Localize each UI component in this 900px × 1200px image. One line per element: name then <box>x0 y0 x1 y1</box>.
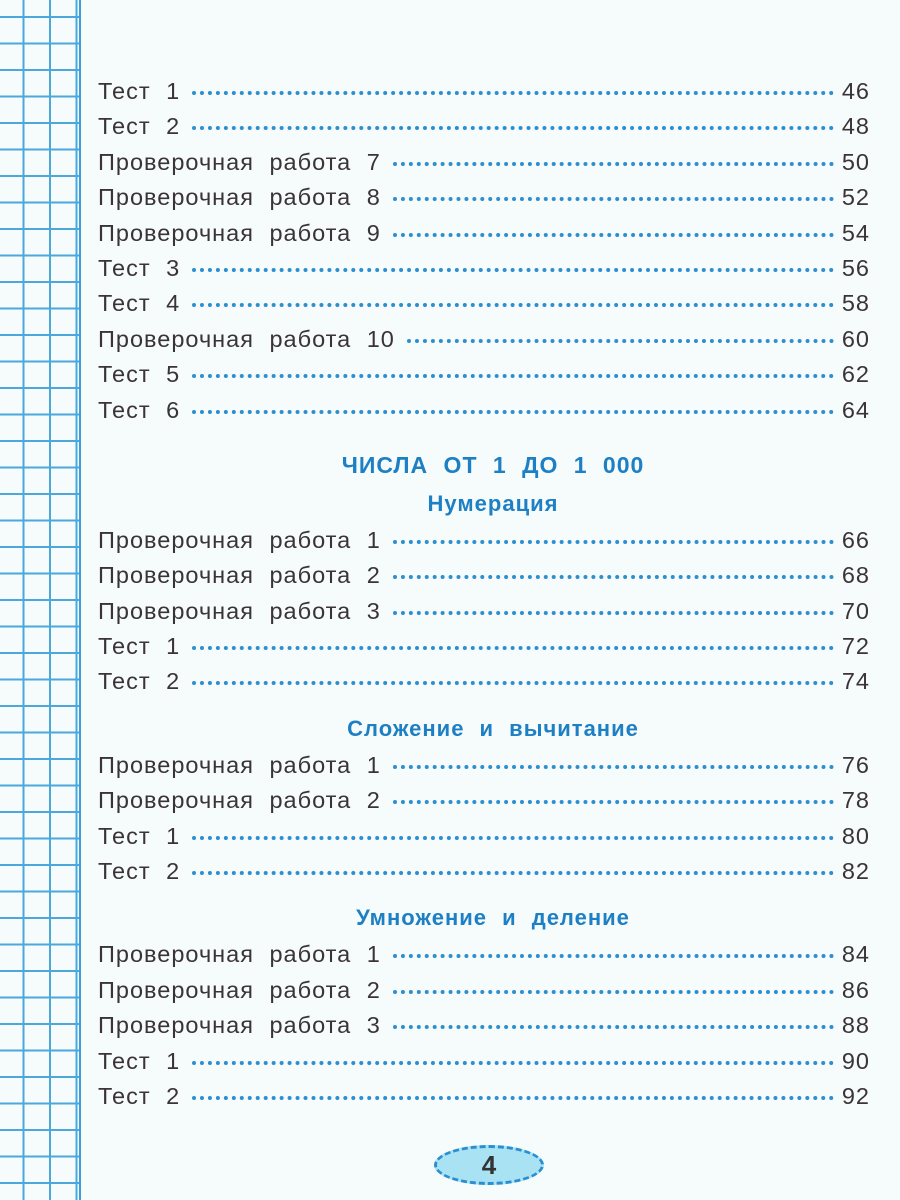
dot-leader <box>393 954 834 958</box>
toc-entry[interactable] <box>98 787 870 822</box>
dot-leader <box>192 91 834 95</box>
toc-entry[interactable] <box>98 397 870 432</box>
dot-leader <box>407 339 834 343</box>
chapter-heading: ЧИСЛА ОТ 1 ДО 1 000 <box>341 451 645 478</box>
toc-entry[interactable] <box>98 255 870 290</box>
dot-leader <box>192 410 834 414</box>
entry-title: Проверочная работа 7 <box>98 148 381 175</box>
entry-title: Проверочная работа 1 <box>98 941 381 968</box>
toc-entry[interactable] <box>98 184 870 219</box>
dot-leader <box>393 540 834 544</box>
toc-entry[interactable] <box>98 527 870 562</box>
entry-title: Тест 2 <box>98 1082 181 1109</box>
dot-leader <box>192 1061 834 1065</box>
section-heading: Сложение и вычитание <box>347 715 639 741</box>
dot-leader <box>393 1025 834 1029</box>
toc-entry[interactable] <box>98 113 870 148</box>
entry-title: Тест 2 <box>98 113 181 140</box>
entry-page: 80 <box>841 822 870 849</box>
dot-leader <box>393 233 834 237</box>
section-heading: Нумерация <box>427 490 559 516</box>
dot-leader <box>393 765 834 769</box>
entry-page: 52 <box>841 184 870 211</box>
entry-page: 70 <box>841 597 870 624</box>
page-number: 4 <box>481 1150 497 1180</box>
entry-page: 92 <box>841 1082 870 1109</box>
toc-entry[interactable] <box>98 668 870 703</box>
dot-leader <box>192 646 834 650</box>
toc-entry[interactable] <box>98 858 870 893</box>
entry-title: Проверочная работа 9 <box>98 219 381 246</box>
entry-title: Тест 1 <box>98 78 181 104</box>
dot-leader <box>192 1096 834 1100</box>
entry-page: 58 <box>841 290 870 317</box>
entry-title: Проверочная работа 2 <box>98 976 381 1003</box>
entry-page: 54 <box>841 219 870 246</box>
toc-entry[interactable] <box>98 823 870 858</box>
dot-leader <box>393 197 834 201</box>
toc-entry[interactable] <box>98 1012 870 1047</box>
dot-leader <box>393 611 834 615</box>
entry-title: Тест 5 <box>98 361 181 388</box>
toc-entry[interactable] <box>98 941 870 976</box>
dot-leader <box>393 162 834 166</box>
entry-page: 50 <box>841 148 870 175</box>
dot-leader <box>393 800 834 804</box>
entry-title: Проверочная работа 1 <box>98 751 381 778</box>
entry-title: Тест 6 <box>98 396 181 423</box>
dot-leader <box>192 374 834 378</box>
entry-page: 88 <box>841 1012 870 1039</box>
entry-page: 62 <box>841 361 870 388</box>
entry-title: Тест 2 <box>98 668 181 695</box>
toc-entry[interactable] <box>98 1048 870 1083</box>
entry-title: Тест 3 <box>98 254 181 281</box>
dot-leader <box>192 871 834 875</box>
toc-entry[interactable] <box>98 633 870 668</box>
entry-page: 74 <box>841 668 870 695</box>
page-number-badge <box>434 1145 544 1185</box>
entry-title: Тест 4 <box>98 290 181 317</box>
entry-title: Тест 2 <box>98 858 181 885</box>
entry-page: 56 <box>841 254 870 281</box>
table-of-contents <box>98 78 870 1118</box>
entry-title: Проверочная работа 2 <box>98 787 381 814</box>
entry-title: Тест 1 <box>98 822 181 849</box>
toc-entry[interactable] <box>98 220 870 255</box>
entry-title: Проверочная работа 1 <box>98 526 381 553</box>
toc-entry[interactable] <box>98 1083 870 1118</box>
dot-leader <box>192 126 834 130</box>
entry-page: 84 <box>841 941 870 968</box>
entry-page: 90 <box>841 1047 870 1074</box>
toc-entry[interactable] <box>98 78 870 113</box>
toc-entry[interactable] <box>98 562 870 597</box>
entry-title: Проверочная работа 10 <box>98 325 395 352</box>
entry-page: 46 <box>841 78 870 104</box>
toc-entry[interactable] <box>98 977 870 1012</box>
entry-page: 68 <box>841 562 870 589</box>
dot-leader <box>192 268 834 272</box>
margin-line <box>79 0 81 1200</box>
entry-page: 82 <box>841 858 870 885</box>
entry-page: 64 <box>841 396 870 423</box>
toc-entry[interactable] <box>98 290 870 325</box>
entry-title: Проверочная работа 8 <box>98 184 381 211</box>
entry-page: 48 <box>841 113 870 140</box>
section-heading: Умножение и деление <box>356 905 630 931</box>
toc-entry[interactable] <box>98 361 870 396</box>
entry-title: Проверочная работа 3 <box>98 597 381 624</box>
entry-page: 72 <box>841 633 870 660</box>
toc-entry[interactable] <box>98 326 870 361</box>
entry-page: 86 <box>841 976 870 1003</box>
entry-title: Проверочная работа 2 <box>98 562 381 589</box>
entry-title: Тест 1 <box>98 1047 181 1074</box>
entry-page: 76 <box>841 751 870 778</box>
dot-leader <box>192 836 834 840</box>
dot-leader <box>192 681 834 685</box>
graph-paper-margin <box>0 0 80 1200</box>
toc-entry[interactable] <box>98 752 870 787</box>
dot-leader <box>393 575 834 579</box>
entry-title: Тест 1 <box>98 633 181 660</box>
toc-entry[interactable] <box>98 598 870 633</box>
toc-entry[interactable] <box>98 149 870 184</box>
entry-page: 78 <box>841 787 870 814</box>
entry-page: 60 <box>841 325 870 352</box>
dot-leader <box>393 990 834 994</box>
dot-leader <box>192 303 834 307</box>
entry-page: 66 <box>841 526 870 553</box>
entry-title: Проверочная работа 3 <box>98 1012 381 1039</box>
